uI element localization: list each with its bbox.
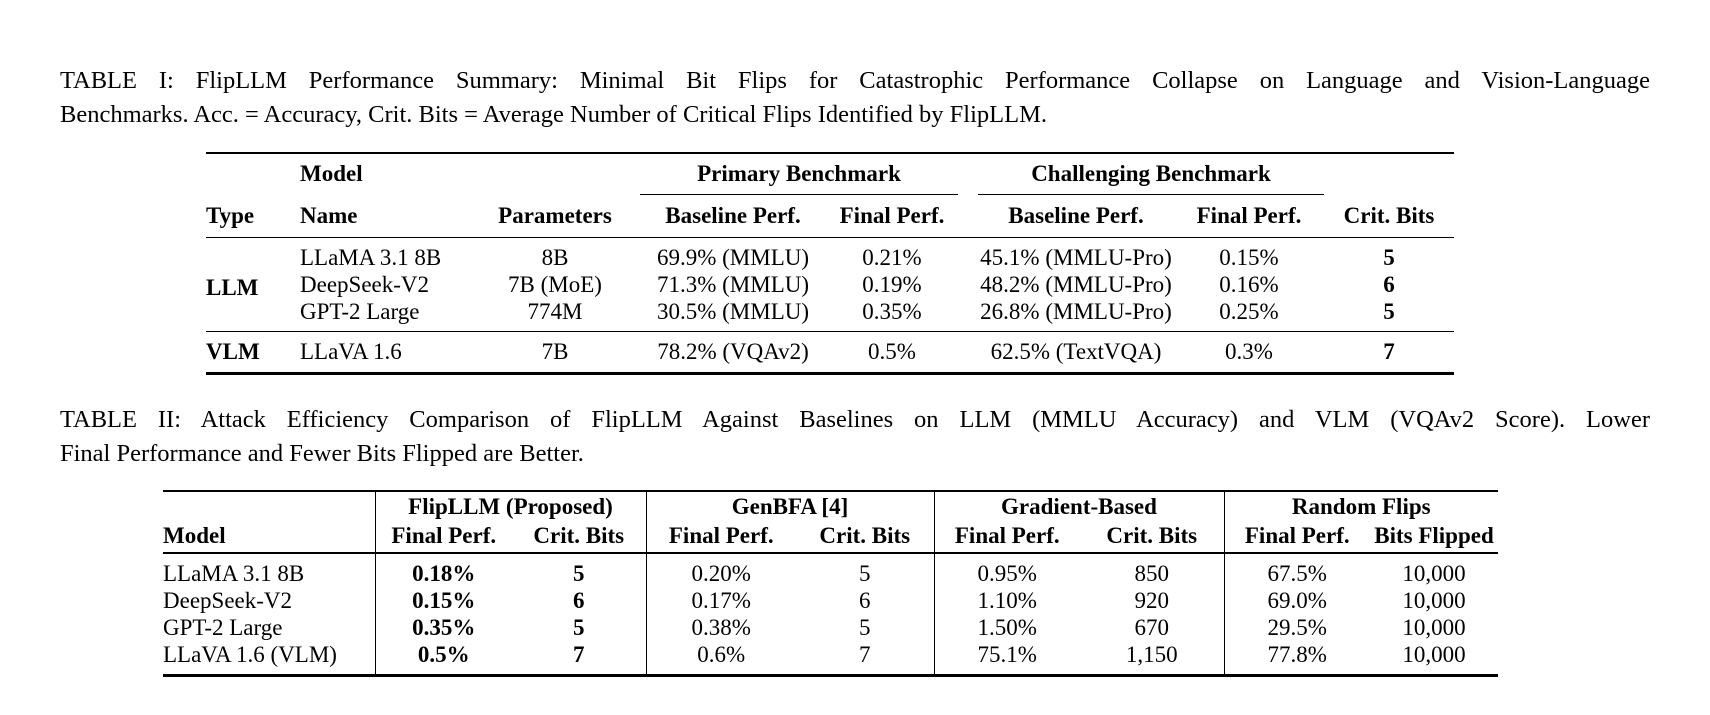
table2-cell: 6 <box>859 588 871 613</box>
table2-cell: 5 <box>573 615 585 640</box>
table2-header-crit: Crit. Bits <box>1106 523 1198 548</box>
table1-cell: 774M <box>527 299 583 324</box>
table-row <box>206 298 1454 332</box>
table2-header-bits-flipped: Bits Flipped <box>1374 523 1494 548</box>
table1-cell: 0.3% <box>1225 339 1273 364</box>
table2-cell: 77.8% <box>1224 641 1370 676</box>
table-row <box>206 332 1454 374</box>
table1-header-crit-bits: Crit. Bits <box>1343 202 1435 228</box>
table1-cell: LLaVA 1.6 <box>300 339 402 364</box>
table1-caption <box>60 64 1650 132</box>
table2-cell: 0.35% <box>375 614 512 641</box>
table2-caption-line2: Final Performance and Fewer Bits Flipped are Better. <box>60 440 584 467</box>
table1-group-challenging: Challenging Benchmark <box>978 153 1324 195</box>
table1-group-model: Model <box>300 161 363 187</box>
table1-header-type: Type <box>206 202 255 228</box>
table2-cell: 7 <box>859 642 871 667</box>
table1-cell: 0.21% <box>862 245 922 270</box>
table2-cell: 10,000 <box>1402 642 1466 667</box>
table1-cell: 30.5% (MMLU) <box>656 299 810 324</box>
table2-caption <box>60 403 1650 471</box>
table1-cell: 5 <box>1383 245 1395 270</box>
table2-cell: 69.0% <box>1224 587 1370 614</box>
table1-cell: 0.15% <box>1219 245 1279 270</box>
table-row <box>163 587 1498 614</box>
table1-cell: 0.5% <box>868 339 916 364</box>
table1-header-primary-baseline: Baseline Perf. <box>665 203 801 228</box>
table1-group-primary: Primary Benchmark <box>640 153 958 195</box>
table1-cell: 26.8% (MMLU-Pro) <box>980 299 1172 324</box>
table1-cell: 45.1% (MMLU-Pro) <box>980 245 1172 270</box>
table2-cell: DeepSeek-V2 <box>163 588 293 613</box>
table2-header-final: Final Perf. <box>1224 520 1370 553</box>
table-row <box>163 553 1498 587</box>
table2-cell: 6 <box>573 588 585 613</box>
table2-group-random: Random Flips <box>1224 491 1498 520</box>
table1-type-vlm: VLM <box>206 339 260 364</box>
table1-cell: 7 <box>1383 339 1395 364</box>
table2 <box>163 490 1498 677</box>
table2-header-final: Final Perf. <box>646 520 796 553</box>
table2-cell: 1,150 <box>1125 642 1178 667</box>
table1-cell: 7B <box>541 339 569 364</box>
table1-cell: 69.9% (MMLU) <box>656 245 810 270</box>
table2-caption-line1: TABLE II: Attack Efficiency Comparison of FlipLLM Against Baselines on LLM (MMLU Accuracy) and VLM (VQAv2 Score). Lower <box>60 406 1650 433</box>
table1-caption-line2: Benchmarks. Acc. = Accuracy, Crit. Bits = Average Number of Critical Flips Identified by FlipLLM. <box>60 101 1048 128</box>
table2-cell: 0.17% <box>646 587 796 614</box>
table1-cell: LLaMA 3.1 8B <box>300 245 442 270</box>
table2-cell: LLaMA 3.1 8B <box>163 561 305 586</box>
table2-cell: 0.6% <box>646 641 796 676</box>
table1-cell: 5 <box>1383 299 1395 324</box>
table2-header-final: Final Perf. <box>934 520 1080 553</box>
table2-cell: 0.20% <box>646 553 796 587</box>
table2-cell: 850 <box>1134 561 1169 586</box>
table1-header-name: Name <box>300 202 358 228</box>
table2-cell: 920 <box>1134 588 1169 613</box>
table1-cell: GPT-2 Large <box>300 299 420 324</box>
table2-cell: 1.50% <box>934 614 1080 641</box>
table1-cell: 78.2% (VQAv2) <box>657 339 809 364</box>
table2-cell: 75.1% <box>934 641 1080 676</box>
table1-cell: 8B <box>541 245 569 270</box>
table1-cell: 6 <box>1383 272 1395 297</box>
table2-cell: 10,000 <box>1402 561 1466 586</box>
table-row <box>163 641 1498 676</box>
table1-cell: 48.2% (MMLU-Pro) <box>980 272 1172 297</box>
table2-cell: 7 <box>573 642 585 667</box>
table1-cell: 0.25% <box>1219 299 1279 324</box>
table2-header-crit: Crit. Bits <box>533 523 625 548</box>
table2-cell: 0.15% <box>375 587 512 614</box>
table2-cell: 0.95% <box>934 553 1080 587</box>
table2-header-model: Model <box>163 523 226 548</box>
table1-header-primary-final: Final Perf. <box>839 203 945 228</box>
table2-group-flipllm: FlipLLM (Proposed) <box>375 491 646 520</box>
table1-cell: 0.35% <box>862 299 922 324</box>
table-row <box>206 271 1454 298</box>
table2-header-final: Final Perf. <box>375 520 512 553</box>
table2-cell: 5 <box>859 615 871 640</box>
table-row <box>163 614 1498 641</box>
table2-cell: 10,000 <box>1402 588 1466 613</box>
table2-header-crit: Crit. Bits <box>819 523 911 548</box>
table2-cell: LLaVA 1.6 (VLM) <box>163 642 337 667</box>
table1-caption-line1: TABLE I: FlipLLM Performance Summary: Minimal Bit Flips for Catastrophic Performance Collapse on Language and Vision-Language <box>60 67 1650 94</box>
table2-cell: 29.5% <box>1224 614 1370 641</box>
table2-group-genbfa: GenBFA [4] <box>646 491 934 520</box>
table2-cell: 0.5% <box>375 641 512 676</box>
table2-group-gradient: Gradient-Based <box>934 491 1224 520</box>
table2-cell: 67.5% <box>1224 553 1370 587</box>
table1-cell: 7B (MoE) <box>508 272 602 297</box>
table2-cell: 10,000 <box>1402 615 1466 640</box>
table1-cell: 71.3% (MMLU) <box>656 272 810 297</box>
table2-cell: GPT-2 Large <box>163 615 283 640</box>
table2-cell: 670 <box>1134 615 1169 640</box>
table-row <box>206 238 1454 272</box>
table2-cell: 1.10% <box>934 587 1080 614</box>
table1-cell: 0.16% <box>1219 272 1279 297</box>
table2-cell: 5 <box>859 561 871 586</box>
table1-header-challenging-final: Final Perf. <box>1196 203 1302 228</box>
table2-cell: 5 <box>573 561 585 586</box>
table2-cell: 0.38% <box>646 614 796 641</box>
table1-header-challenging-baseline: Baseline Perf. <box>1008 203 1144 228</box>
table2-cell: 0.18% <box>375 553 512 587</box>
table1-header-parameters: Parameters <box>498 202 612 228</box>
table1-cell: DeepSeek-V2 <box>300 272 430 297</box>
table1 <box>206 152 1454 375</box>
table1-type-llm: LLM <box>206 275 259 300</box>
table1-cell: 62.5% (TextVQA) <box>990 339 1162 364</box>
table1-cell: 0.19% <box>862 272 922 297</box>
